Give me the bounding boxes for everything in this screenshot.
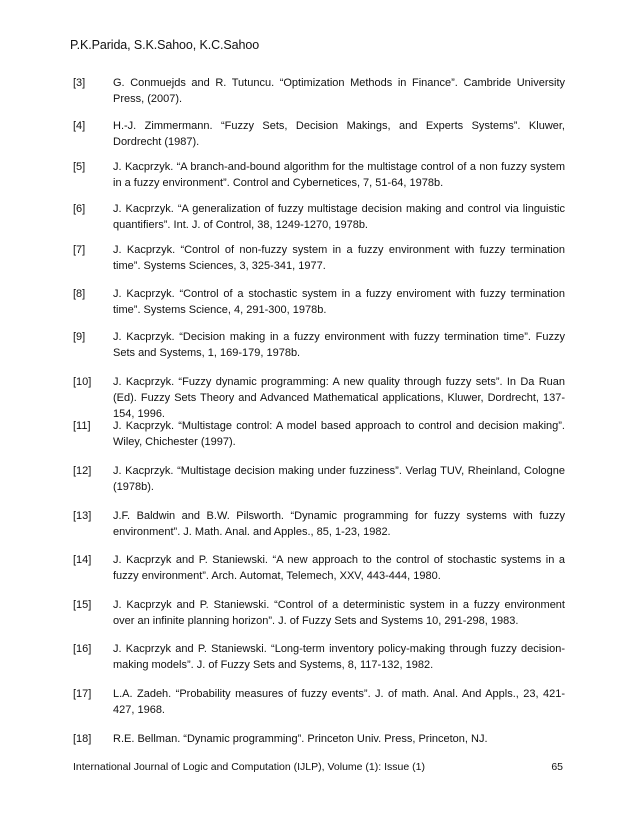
reference-text: J. Kacprzyk. “Fuzzy dynamic programming: A new quality through fuzzy sets”. In Da Ruan (Ed). Fuzzy Sets Theory and Advanced Mathematical applications, Kluwer, Dordrecht, 137-154, 1996. <box>113 376 565 420</box>
page-number: 65 <box>551 761 563 773</box>
reference-text: J. Kacprzyk. “Control of a stochastic system in a fuzzy enviroment with fuzzy termination time”. Systems Science, 4, 291-300, 1978b. <box>113 288 565 316</box>
journal-citation: International Journal of Logic and Computation (IJLP), Volume (1): Issue (1) <box>73 761 425 773</box>
reference-number: [16] <box>73 643 92 655</box>
reference-item <box>73 242 565 274</box>
reference-item <box>73 508 565 540</box>
reference-number: [18] <box>73 733 92 745</box>
reference-number: [15] <box>73 599 92 611</box>
reference-item <box>73 118 565 150</box>
page-footer <box>73 761 565 773</box>
reference-number: [4] <box>73 120 86 132</box>
reference-item <box>73 731 565 747</box>
reference-item <box>73 686 565 718</box>
reference-number: [6] <box>73 203 86 215</box>
reference-number: [13] <box>73 510 92 522</box>
reference-item <box>73 418 565 450</box>
reference-number: [3] <box>73 77 86 89</box>
reference-number: [9] <box>73 331 86 343</box>
reference-number: [8] <box>73 288 86 300</box>
reference-text: J. Kacprzyk. “Multistage decision making under fuzziness”. Verlag TUV, Rheinland, Cologne (1978b). <box>113 465 565 493</box>
reference-item <box>73 463 565 495</box>
reference-item <box>73 641 565 673</box>
reference-text: H.-J. Zimmermann. “Fuzzy Sets, Decision Makings, and Experts Systems”. Kluwer, Dordrecht (1987). <box>113 120 565 148</box>
reference-text: L.A. Zadeh. “Probability measures of fuzzy events”. J. of math. Anal. And Appls., 23, 421-427, 1968. <box>113 688 565 716</box>
reference-text: J. Kacprzyk and P. Staniewski. “A new approach to the control of stochastic systems in a fuzzy environment”. Arch. Automat, Telemech, XXV, 443-444, 1980. <box>113 554 565 582</box>
reference-text: R.E. Bellman. “Dynamic programming”. Princeton Univ. Press, Princeton, NJ. <box>113 733 488 745</box>
reference-number: [12] <box>73 465 92 477</box>
reference-number: [5] <box>73 161 86 173</box>
reference-text: G. Conmuejds and R. Tutuncu. “Optimization Methods in Finance”. Cambride University Press, (2007). <box>113 77 565 105</box>
reference-number: [11] <box>73 420 91 432</box>
reference-text: J. Kacprzyk. “Multistage control: A model based approach to control and decision making”. Wiley, Chichester (1997). <box>113 420 565 448</box>
reference-text: J. Kacprzyk and P. Staniewski. “Control of a deterministic system in a fuzzy environment over an infinite planning horizon”. J. of Fuzzy Sets and Systems 10, 291-298, 1983. <box>113 599 565 627</box>
reference-item <box>73 159 565 191</box>
reference-item <box>73 597 565 629</box>
reference-number: [17] <box>73 688 92 700</box>
reference-text: J. Kacprzyk. “Decision making in a fuzzy environment with fuzzy termination time”. Fuzzy Sets and Systems, 1, 169-179, 1978b. <box>113 331 565 359</box>
reference-item <box>73 374 565 422</box>
reference-item <box>73 329 565 361</box>
reference-number: [10] <box>73 376 92 388</box>
reference-text: J. Kacprzyk and P. Staniewski. “Long-term inventory policy-making through fuzzy decision-making models”. J. of Fuzzy Sets and Systems, 8, 117-132, 1982. <box>113 643 565 671</box>
reference-number: [14] <box>73 554 92 566</box>
reference-text: J. Kacprzyk. “A generalization of fuzzy multistage decision making and control via linguistic quantifiers”. Int. J. of Control, 38, 1249-1270, 1978b. <box>113 203 565 231</box>
reference-text: J. Kacprzyk. “Control of non-fuzzy system in a fuzzy environment with fuzzy termination time”. Systems Sciences, 3, 325-341, 1977. <box>113 244 565 272</box>
running-header: P.K.Parida, S.K.Sahoo, K.C.Sahoo <box>70 38 260 52</box>
reference-item <box>73 552 565 584</box>
reference-text: J. Kacprzyk. “A branch-and-bound algorithm for the multistage control of a non fuzzy system in a fuzzy environment”. Control and Cybernetices, 7, 51-64, 1978b. <box>113 161 565 189</box>
reference-item <box>73 75 565 107</box>
reference-text: J.F. Baldwin and B.W. Pilsworth. “Dynamic programming for fuzzy systems with fuzzy environment”. J. Math. Anal. and Apples., 85, 1-23, 1982. <box>113 510 565 538</box>
reference-number: [7] <box>73 244 86 256</box>
reference-item <box>73 286 565 318</box>
reference-item <box>73 201 565 233</box>
